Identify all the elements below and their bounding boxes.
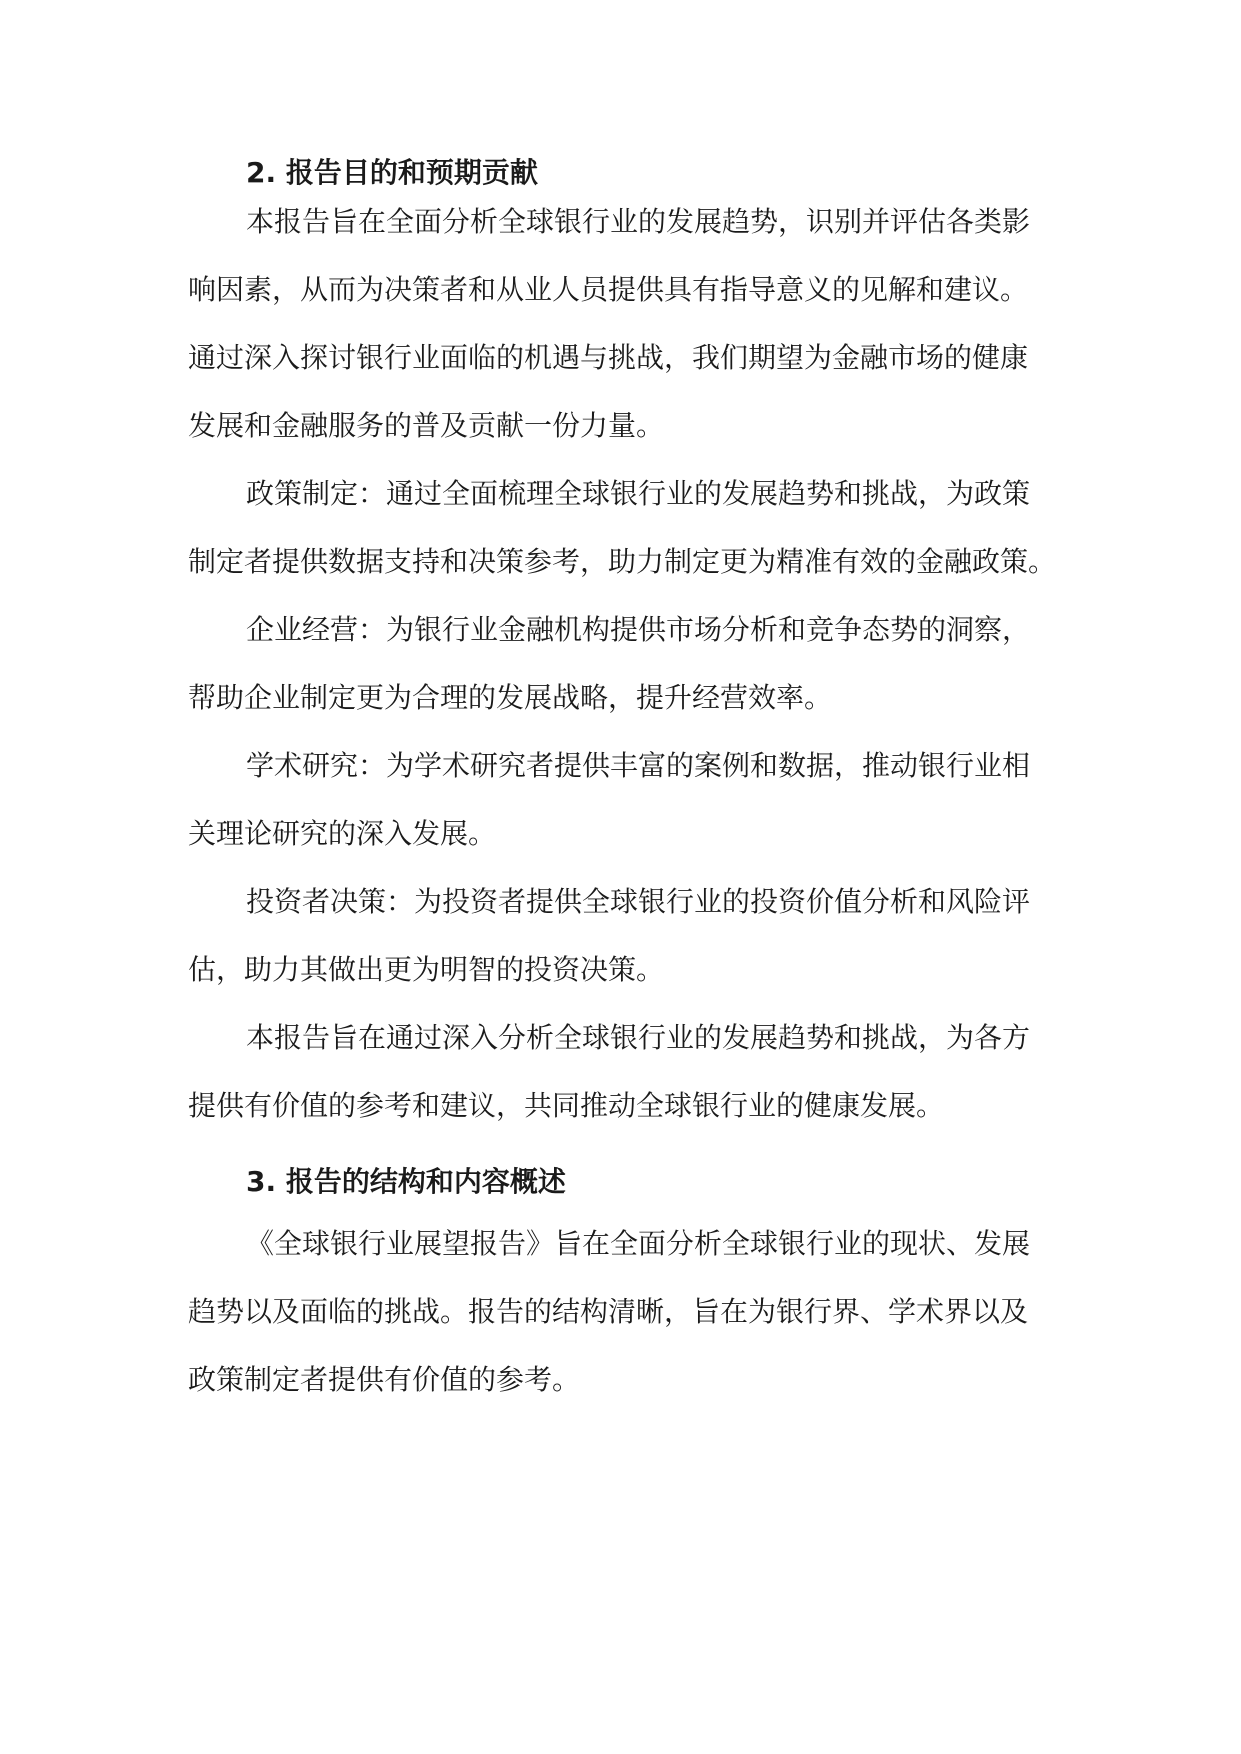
section-2-line-1: 本报告旨在全面分析全球银行业的发展趋势，识别并评估各类影 <box>246 205 1031 238</box>
section-2-line-11: 投资者决策：为投资者提供全球银行业的投资价值分析和风险评 <box>246 885 1031 918</box>
section-3-line-3: 政策制定者提供有价值的参考。 <box>188 1363 581 1396</box>
section-2-line-7: 企业经营：为银行业金融机构提供市场分析和竞争态势的洞察， <box>246 613 1031 646</box>
section-2-heading: 2. 报告目的和预期贡献 <box>246 156 538 189</box>
section-2-line-13: 本报告旨在通过深入分析全球银行业的发展趋势和挑战，为各方 <box>246 1021 1031 1054</box>
section-2-line-4: 发展和金融服务的普及贡献一份力量。 <box>188 409 665 442</box>
section-2-line-10: 关理论研究的深入发展。 <box>188 817 497 850</box>
section-2-line-9: 学术研究：为学术研究者提供丰富的案例和数据，推动银行业相 <box>246 749 1031 782</box>
section-3-heading: 3. 报告的结构和内容概述 <box>246 1165 566 1198</box>
section-3-line-2: 趋势以及面临的挑战。报告的结构清晰，旨在为银行界、学术界以及 <box>188 1295 1029 1328</box>
section-2-line-5: 政策制定：通过全面梳理全球银行业的发展趋势和挑战，为政策 <box>246 477 1031 510</box>
section-2-line-3: 通过深入探讨银行业面临的机遇与挑战，我们期望为金融市场的健康 <box>188 341 1029 374</box>
section-3-line-1: 《全球银行业展望报告》旨在全面分析全球银行业的现状、发展 <box>246 1227 1031 1260</box>
section-2-line-12: 估，助力其做出更为明智的投资决策。 <box>188 953 665 986</box>
section-2-line-8: 帮助企业制定更为合理的发展战略，提升经营效率。 <box>188 681 833 714</box>
section-2-line-2: 响因素，从而为决策者和从业人员提供具有指导意义的见解和建议。 <box>188 273 1029 306</box>
section-2-line-14: 提供有价值的参考和建议，共同推动全球银行业的健康发展。 <box>188 1089 945 1122</box>
section-2-line-6: 制定者提供数据支持和决策参考，助力制定更为精准有效的金融政策。 <box>188 545 1057 578</box>
